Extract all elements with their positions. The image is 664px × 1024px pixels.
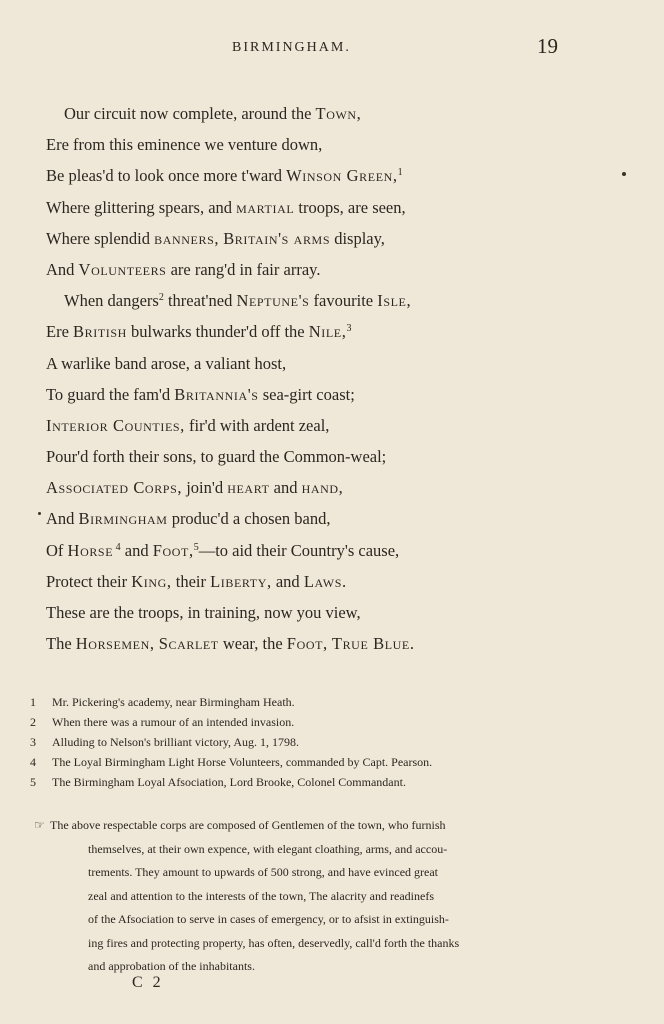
poem-line [46,472,636,503]
poem-text: their [171,571,211,591]
poem-text: and [271,571,304,591]
footnote-number: 5 [30,775,36,789]
remark-line [50,932,610,956]
poem-text: Britain's arms [223,228,331,248]
footnote-text: The Birmingham Loyal Afsociation, Lord Brooke, Colonel Commandant. [52,775,406,789]
poem-body [46,98,636,659]
footnote-marker: 1 [397,167,403,179]
poem-line [46,160,636,191]
poem-text: threat'ned [163,291,237,311]
poem-text: These are the troops, in training, now you view, [46,603,361,622]
footnote-marker: 5 [193,541,199,553]
poem-line [46,441,636,472]
remark-line [50,861,610,885]
poem-text: Foot, [286,634,328,654]
remark-text: ing fires and protecting property, has often, deservedly, call'd forth the thanks [88,935,460,950]
poem-text: display, [330,228,385,248]
footnote-number: 4 [30,755,36,769]
poem-text: To guard the fam'd [46,384,175,404]
poem-text: troops, are seen, [294,197,406,217]
poem-text: join'd [182,478,228,498]
poem-line [46,348,636,379]
remark-text: and approbation of the inhabitants. [88,959,255,973]
remark-line [50,908,610,932]
poem-text: Interior Counties, [46,415,185,435]
poem-text: Volunteers [78,259,167,279]
poem-text: Scarlet [158,634,219,654]
running-title: BIRMINGHAM. [232,40,351,55]
poem-text: Pour'd forth their sons, to guard the Common-weal; [46,447,387,467]
poem-text: bulwarks thunder'd off the [126,322,309,342]
remark-line [34,814,610,838]
poem-text: Of [46,540,68,560]
poem-text: Town, [315,104,362,123]
signature-mark: C 2 [132,974,164,991]
poem-text: Foot, [152,540,194,560]
footnote [30,752,640,772]
footnote-number: 2 [30,715,36,729]
footnote [30,732,640,752]
footnote-marker: 4 [113,541,121,553]
poem-text: —to aid their Country's cause, [198,540,400,560]
poem-text: Where splendid [46,228,155,248]
remark-text: trements. They amount to upwards of 500 strong, and have evinced great [88,865,439,879]
poem-text: sea-girt coast; [258,384,355,404]
footnote-text: Alluding to Nelson's brilliant victory, Aug. 1, 1798. [52,735,300,749]
poem-text: and [120,540,153,560]
page-number: 19 [537,34,558,58]
footnote-text: When there was a rumour of an intended invasion. [52,715,295,729]
remark-text: The above respectable corps are composed of Gentlemen of the town, who furnish [50,818,446,832]
poem-line [46,410,636,441]
remark-text: of the Afsociation to serve in cases of emergency, or to afsist in extinguish- [88,912,449,926]
poem-text: A warlike band arose, a valiant host, [46,353,287,373]
poem-text: wear, the [218,634,287,654]
poem-text: And [46,509,79,529]
poem-line [46,535,636,566]
poem-line [46,285,636,316]
poem-text: banners, [154,228,220,248]
poem-line [46,316,636,347]
paper-speck [38,512,41,515]
poem-text: Birmingham [78,509,168,529]
remark-note [34,814,610,979]
poem-line [46,192,636,223]
poem-text: Where glittering spears, and [46,197,237,217]
remark-text: zeal and attention to the interests of the town, The alacrity and readinefs [88,888,434,903]
poem-line [46,129,636,160]
poem-text: Britannia's [174,384,259,404]
poem-text: Winson Green, [286,166,398,186]
poem-text: And [46,259,79,279]
poem-text: and [269,478,302,498]
poem-text: Associated Corps, [46,478,183,498]
remark-text: themselves, at their own expence, with elegant cloathing, arms, and accou- [88,841,448,856]
poem-line [46,628,636,659]
footnote-number: 1 [30,695,36,709]
footnote [30,772,640,792]
poem-text: Neptune's [236,291,310,311]
poem-line [46,223,636,254]
poem-text: When dangers [64,291,159,311]
poem-text: produc'd a chosen band, [167,509,331,529]
poem-text: Ere [46,322,74,342]
footnote-text: The Loyal Birmingham Light Horse Volunteers, commanded by Capt. Pearson. [52,755,433,769]
poem-line [46,254,636,285]
paper-speck [622,172,626,176]
remark-line [50,838,610,862]
footnote-number: 3 [30,735,36,749]
footnote-marker: 2 [158,292,164,304]
poem-line [46,566,636,597]
poem-text: Horsemen, [75,634,155,654]
poem-text: King, [131,571,172,591]
poem-text: Protect their [46,571,132,591]
poem-text: Our circuit now complete, around the [64,104,316,123]
footnote [30,692,640,712]
poem-text: Horse [67,540,114,560]
poem-line [46,597,636,628]
poem-text: Be pleas'd to look once more t'ward [46,166,287,186]
poem-text: are rang'd in fair array. [166,259,321,279]
poem-text: Isle, [377,291,412,311]
footnote-marker: 3 [346,323,352,335]
poem-line [46,503,636,534]
poem-text: British [73,322,127,342]
poem-text: Liberty, [210,571,272,591]
poem-text: fir'd with ardent zeal, [184,415,330,435]
poem-text: Ere from this eminence we venture down, [46,135,323,155]
poem-text: favourite [309,291,378,311]
poem-text: Nile, [308,322,347,342]
pointing-hand-icon: ☞ [34,818,45,832]
footnote [30,712,640,732]
poem-text: True Blue. [331,634,415,654]
poem-text: heart [227,478,270,498]
poem-text: martial [236,197,295,217]
poem-text: Laws. [303,571,347,591]
footnotes [30,692,640,792]
poem-line [46,98,636,129]
remark-line [50,885,610,909]
footnote-text: Mr. Pickering's academy, near Birmingham Heath. [52,695,295,709]
poem-line [46,379,636,410]
poem-text: hand, [301,478,344,498]
poem-text: The [46,634,76,654]
